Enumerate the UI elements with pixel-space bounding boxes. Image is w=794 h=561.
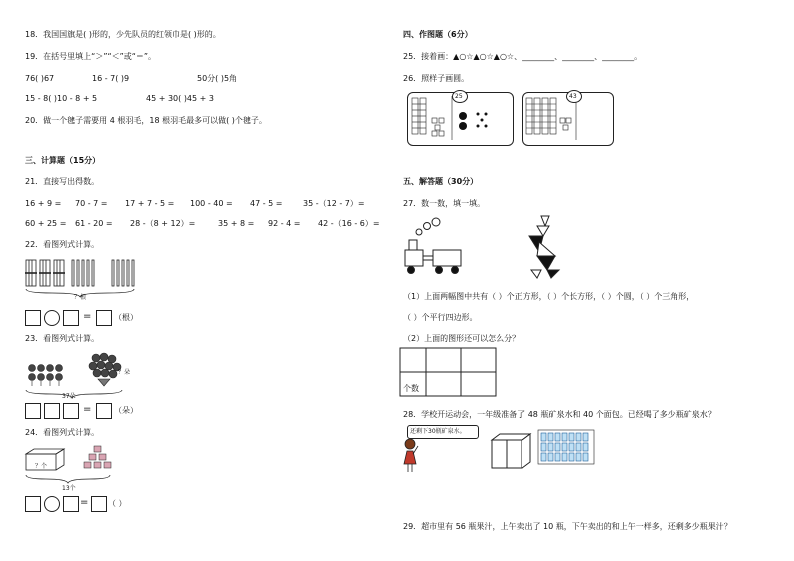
brace: [26, 475, 110, 483]
answer-box[interactable]: [96, 403, 112, 419]
q19-b: 16 - 7( )9: [92, 74, 130, 83]
q22-brace-label: ？根: [74, 294, 87, 301]
answer-box[interactable]: [63, 310, 79, 326]
q21-r1c6: 35 -（12 - 7）=: [303, 199, 365, 208]
equals-sign: =: [83, 404, 92, 415]
sticks-figure: [24, 258, 136, 298]
q21-r1c1: 16 + 9 =: [25, 199, 62, 208]
q21-r1c2: 70 - 7 =: [75, 199, 108, 208]
q25: 25．接着画：▲○☆▲○☆▲○☆、________、________、________。: [403, 52, 643, 61]
q21-r2c6: 42 -（16 - 6）=: [318, 219, 380, 228]
box-side: [56, 449, 64, 470]
q27-1a: （1）上面两幅图中共有（ ）个正方形，（ ）个长方形，（ ）个圆，（ ）个三角形，: [403, 292, 695, 301]
bottle-row-1: [541, 433, 588, 441]
q23-label: ？朵: [118, 369, 131, 376]
q22: 22．看图列式计算。: [25, 240, 100, 249]
equals-sign: =: [80, 497, 89, 508]
coupler: [423, 256, 433, 260]
q21-r2c5: 92 - 4 =: [268, 219, 301, 228]
table-row-label: 个数: [403, 384, 419, 393]
tangram-figure: [527, 212, 567, 282]
stick-bundle-2: [39, 260, 51, 286]
speech-text: 还剩下30瓶矿泉水。: [410, 428, 466, 435]
flower-row-1: [29, 365, 63, 372]
q23-total: 37朵: [62, 393, 76, 400]
q21-r2c4: 35 + 8 =: [218, 219, 255, 228]
q21-r2c3: 28 -（8 + 12）=: [130, 219, 196, 228]
bread-box-figure: [490, 432, 535, 470]
answer-box[interactable]: [25, 310, 41, 326]
section-5-heading: 五、解答题（30分）: [403, 177, 479, 186]
single-sticks: [72, 260, 134, 286]
q21-r2c2: 61 - 20 =: [75, 219, 113, 228]
q19-d: 15 - 8( )10 - 8 + 5: [25, 94, 98, 103]
practice-number: 43: [569, 93, 577, 100]
q21-r1c4: 100 - 40 =: [190, 199, 233, 208]
q28: 28．学校开运动会，一年级准备了 48 瓶矿泉水和 40 个面包。已经喝了多少瓶矿泉水？: [403, 410, 716, 419]
water-bottles-figure: [536, 428, 598, 468]
q21-r1c5: 47 - 5 =: [250, 199, 283, 208]
q19-e: 45 + 30( )45 + 3: [146, 94, 214, 103]
q26: 26．照样子画圆。: [403, 74, 470, 83]
stick-bundle-3: [53, 260, 65, 286]
bottle-row-2: [541, 443, 588, 451]
answer-box[interactable]: [96, 310, 112, 326]
operator-circle[interactable]: [44, 496, 60, 512]
flower-bouquet: [89, 353, 121, 386]
q23: 23．看图列式计算。: [25, 334, 100, 343]
q24: 24．看图列式计算。: [25, 428, 100, 437]
box-top: [26, 449, 64, 454]
girl-figure: [398, 436, 428, 476]
train-car: [405, 250, 423, 266]
answer-box[interactable]: [25, 403, 41, 419]
q24-unit: （ ）: [108, 499, 127, 508]
q21: 21．直接写出得数。: [25, 177, 100, 186]
answer-box[interactable]: [63, 403, 79, 419]
section-4-heading: 四、作图题（6分）: [403, 30, 473, 39]
answer-box[interactable]: [91, 496, 107, 512]
q19-a: 76( )67: [25, 74, 55, 83]
chimney: [409, 240, 417, 250]
flower-row-2: [29, 374, 63, 381]
q29: 29．超市里有 56 瓶果汁，上午卖出了 10 瓶，下午卖出的和上午一样多，还剩多少瓶果汁？: [403, 522, 732, 531]
example-dots: [459, 112, 488, 130]
example-number: 25: [455, 93, 463, 100]
operator-circle[interactable]: [44, 310, 60, 326]
q19: 19．在括号里填上“＞”“＜”或“＝”。: [25, 52, 157, 61]
practice-figure: [526, 96, 611, 140]
q22-unit: （根）: [114, 313, 138, 322]
stick-bundle-1: [25, 260, 37, 286]
q27-1b: （ ）个平行四边形。: [403, 313, 478, 322]
q20: 20．做一个毽子需要用 4 根羽毛，18 根羽毛最多可以做( )个毽子。: [25, 116, 267, 125]
train-figure: [403, 214, 473, 276]
q21-r2c1: 60 + 25 =: [25, 219, 67, 228]
answer-box[interactable]: [44, 403, 60, 419]
q18: 18．我国国旗是( )形的，少先队员的红领巾是( )形的。: [25, 30, 221, 39]
train-engine: [433, 250, 461, 266]
answer-box[interactable]: [63, 496, 79, 512]
q27-2: （2）上面的图形还可以怎么分？: [403, 334, 521, 343]
q19-c: 50分( )5角: [197, 74, 238, 83]
cupcake-pyramid: [84, 446, 111, 468]
q24-box-label: ？个: [35, 463, 48, 470]
q21-r1c3: 17 + 7 - 5 =: [125, 199, 175, 208]
equals-sign: =: [83, 311, 92, 322]
q27: 27．数一数，填一填。: [403, 199, 486, 208]
answer-box[interactable]: [25, 496, 41, 512]
section-3-heading: 三、计算题（15分）: [25, 156, 101, 165]
q23-unit: （朵）: [114, 406, 138, 415]
bottle-row-3: [541, 453, 588, 461]
q24-total: 13个: [62, 485, 76, 492]
